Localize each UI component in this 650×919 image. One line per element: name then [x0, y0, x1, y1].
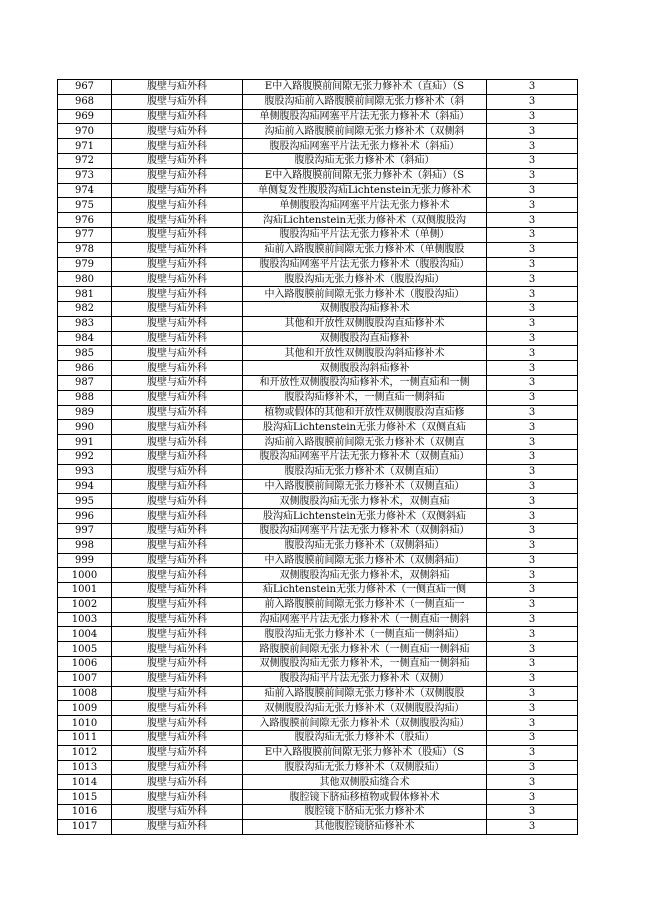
table-row	[58, 716, 578, 731]
procedure-name-cell[interactable]: 植物或假体的其他和开放性双侧腹股沟直疝修	[243, 405, 487, 420]
table-row	[58, 94, 578, 109]
department-cell[interactable]: 腹壁与疝外科	[112, 701, 243, 716]
department-cell[interactable]: 腹壁与疝外科	[112, 213, 243, 228]
department-cell[interactable]: 腹壁与疝外科	[112, 642, 243, 657]
score-cell[interactable]: 3	[487, 331, 578, 346]
department-cell[interactable]: 腹壁与疝外科	[112, 494, 243, 509]
procedure-name-cell[interactable]: 腹股沟疝平片法无张力修补术（双侧）	[243, 671, 487, 686]
procedure-name-cell[interactable]: 疝前入路腹膜前间隙无张力修补术（单侧腹股	[243, 242, 487, 257]
row-number-cell[interactable]: 1005	[58, 642, 112, 657]
procedure-name-cell[interactable]: 中入路腹膜前间隙无张力修补术（腹股沟疝）	[243, 287, 487, 302]
procedure-name-cell[interactable]: 双侧腹股沟疝无张力修补术，一侧直疝一侧斜疝	[243, 657, 487, 672]
score-cell[interactable]: 3	[487, 390, 578, 405]
table-row	[58, 183, 578, 198]
department-cell[interactable]: 腹壁与疝外科	[112, 568, 243, 583]
row-number-cell[interactable]: 981	[58, 287, 112, 302]
department-cell[interactable]: 腹壁与疝外科	[112, 94, 243, 109]
table-row	[58, 375, 578, 390]
procedure-name-cell[interactable]: 沟疝前入路腹膜前间隙无张力修补术（双侧斜	[243, 124, 487, 139]
row-number-cell[interactable]: 978	[58, 242, 112, 257]
procedure-name-cell[interactable]: 其他双侧股疝缝合术	[243, 775, 487, 790]
table-row	[58, 671, 578, 686]
department-cell[interactable]: 腹壁与疝外科	[112, 612, 243, 627]
score-cell[interactable]: 3	[487, 168, 578, 183]
table-row	[58, 227, 578, 242]
procedure-name-cell[interactable]: 腹腔镜下脐疝移植物或假体修补术	[243, 790, 487, 805]
row-number-cell[interactable]: 1012	[58, 745, 112, 760]
score-cell[interactable]: 3	[487, 272, 578, 287]
row-number-cell[interactable]: 994	[58, 479, 112, 494]
department-cell[interactable]: 腹壁与疝外科	[112, 257, 243, 272]
department-cell[interactable]: 腹壁与疝外科	[112, 346, 243, 361]
score-cell[interactable]: 3	[487, 375, 578, 390]
score-cell[interactable]: 3	[487, 183, 578, 198]
procedure-name-cell[interactable]: 腹股沟疝平片法无张力修补术（单侧）	[243, 227, 487, 242]
table-row	[58, 301, 578, 316]
procedure-name-cell[interactable]: 腹股沟疝无张力修补术（双侧斜疝）	[243, 538, 487, 553]
table-row	[58, 198, 578, 213]
row-number-cell[interactable]: 1001	[58, 583, 112, 598]
department-cell[interactable]: 腹壁与疝外科	[112, 153, 243, 168]
procedure-name-cell[interactable]: E中入路腹膜前间隙无张力修补术（直疝）（S	[243, 80, 487, 95]
department-cell[interactable]: 腹壁与疝外科	[112, 523, 243, 538]
procedure-name-cell[interactable]: 沟疝网塞平片法无张力修补术（一侧直疝一侧斜	[243, 612, 487, 627]
score-cell[interactable]: 3	[487, 538, 578, 553]
department-cell[interactable]: 腹壁与疝外科	[112, 790, 243, 805]
department-cell[interactable]: 腹壁与疝外科	[112, 805, 243, 820]
row-number-cell[interactable]: 976	[58, 213, 112, 228]
table-row	[58, 213, 578, 228]
row-number-cell[interactable]: 982	[58, 301, 112, 316]
row-number-cell[interactable]: 970	[58, 124, 112, 139]
procedure-name-cell[interactable]: 中入路腹膜前间隙无张力修补术（双侧直疝）	[243, 479, 487, 494]
procedure-name-cell[interactable]: 腹股沟疝无张力修补术（股疝）	[243, 731, 487, 746]
table-row	[58, 538, 578, 553]
procedure-name-cell[interactable]: 腹股沟疝网塞平片法无张力修补术（斜疝）	[243, 139, 487, 154]
table-row	[58, 331, 578, 346]
score-cell[interactable]: 3	[487, 657, 578, 672]
table-row	[58, 805, 578, 820]
department-cell[interactable]: 腹壁与疝外科	[112, 168, 243, 183]
row-number-cell[interactable]: 991	[58, 435, 112, 450]
department-cell[interactable]: 腹壁与疝外科	[112, 420, 243, 435]
score-cell[interactable]: 3	[487, 213, 578, 228]
procedure-name-cell[interactable]: 腹股沟疝网塞平片法无张力修补术（腹股沟疝）	[243, 257, 487, 272]
row-number-cell[interactable]: 1003	[58, 612, 112, 627]
department-cell[interactable]: 腹壁与疝外科	[112, 553, 243, 568]
row-number-cell[interactable]: 1007	[58, 671, 112, 686]
department-cell[interactable]: 腹壁与疝外科	[112, 479, 243, 494]
row-number-cell[interactable]: 1016	[58, 805, 112, 820]
procedure-name-cell[interactable]: 前入路腹膜前间隙无张力修补术（一侧直疝一	[243, 597, 487, 612]
department-cell[interactable]: 腹壁与疝外科	[112, 597, 243, 612]
department-cell[interactable]: 腹壁与疝外科	[112, 716, 243, 731]
row-number-cell[interactable]: 1006	[58, 657, 112, 672]
score-cell[interactable]: 3	[487, 553, 578, 568]
score-cell[interactable]: 3	[487, 346, 578, 361]
table-row	[58, 242, 578, 257]
row-number-cell[interactable]: 969	[58, 109, 112, 124]
table-row	[58, 405, 578, 420]
row-number-cell[interactable]: 1008	[58, 686, 112, 701]
table-row	[58, 686, 578, 701]
procedure-name-cell[interactable]: 路腹膜前间隙无张力修补术（一侧直疝一侧斜疝	[243, 642, 487, 657]
department-cell[interactable]: 腹壁与疝外科	[112, 272, 243, 287]
department-cell[interactable]: 腹壁与疝外科	[112, 80, 243, 95]
department-cell[interactable]: 腹壁与疝外科	[112, 819, 243, 834]
table-row	[58, 775, 578, 790]
procedure-name-cell[interactable]: 双侧腹股沟直疝修补	[243, 331, 487, 346]
row-number-cell[interactable]: 979	[58, 257, 112, 272]
table-row	[58, 745, 578, 760]
row-number-cell[interactable]: 998	[58, 538, 112, 553]
score-cell[interactable]: 3	[487, 583, 578, 598]
score-cell[interactable]: 3	[487, 420, 578, 435]
table-row	[58, 731, 578, 746]
row-number-cell[interactable]: 1014	[58, 775, 112, 790]
department-cell[interactable]: 腹壁与疝外科	[112, 509, 243, 524]
score-cell[interactable]: 3	[487, 124, 578, 139]
score-cell[interactable]: 3	[487, 109, 578, 124]
table-row	[58, 568, 578, 583]
row-number-cell[interactable]: 975	[58, 198, 112, 213]
score-cell[interactable]: 3	[487, 139, 578, 154]
table-row	[58, 272, 578, 287]
score-cell[interactable]: 3	[487, 745, 578, 760]
procedure-name-cell[interactable]: 腹股沟疝无张力修补术（一侧直疝一侧斜疝）	[243, 627, 487, 642]
row-number-cell[interactable]: 987	[58, 375, 112, 390]
table-row	[58, 80, 578, 95]
row-number-cell[interactable]: 992	[58, 449, 112, 464]
department-cell[interactable]: 腹壁与疝外科	[112, 361, 243, 376]
procedure-name-cell[interactable]: 单侧腹股沟疝网塞平片法无张力修补术	[243, 198, 487, 213]
row-number-cell[interactable]: 988	[58, 390, 112, 405]
table-row	[58, 361, 578, 376]
table-row	[58, 509, 578, 524]
row-number-cell[interactable]: 1004	[58, 627, 112, 642]
row-number-cell[interactable]: 1002	[58, 597, 112, 612]
table-row	[58, 583, 578, 598]
table-row	[58, 760, 578, 775]
score-cell[interactable]: 3	[487, 94, 578, 109]
row-number-cell[interactable]: 1013	[58, 760, 112, 775]
department-cell[interactable]: 腹壁与疝外科	[112, 109, 243, 124]
procedure-name-cell[interactable]: 腹股沟疝无张力修补术（腹股沟疝）	[243, 272, 487, 287]
department-cell[interactable]: 腹壁与疝外科	[112, 775, 243, 790]
department-cell[interactable]: 腹壁与疝外科	[112, 686, 243, 701]
score-cell[interactable]: 3	[487, 287, 578, 302]
department-cell[interactable]: 腹壁与疝外科	[112, 301, 243, 316]
row-number-cell[interactable]: 983	[58, 316, 112, 331]
score-cell[interactable]: 3	[487, 642, 578, 657]
department-cell[interactable]: 腹壁与疝外科	[112, 671, 243, 686]
score-cell[interactable]: 3	[487, 227, 578, 242]
row-number-cell[interactable]: 1017	[58, 819, 112, 834]
row-number-cell[interactable]: 977	[58, 227, 112, 242]
department-cell[interactable]: 腹壁与疝外科	[112, 745, 243, 760]
table-row	[58, 494, 578, 509]
procedure-name-cell[interactable]: 腹股沟疝无张力修补术（双侧直疝）	[243, 464, 487, 479]
score-cell[interactable]: 3	[487, 760, 578, 775]
procedure-table	[57, 79, 578, 835]
score-cell[interactable]: 3	[487, 464, 578, 479]
department-cell[interactable]: 腹壁与疝外科	[112, 731, 243, 746]
table-row	[58, 420, 578, 435]
score-cell[interactable]: 3	[487, 494, 578, 509]
score-cell[interactable]: 3	[487, 627, 578, 642]
row-number-cell[interactable]: 1000	[58, 568, 112, 583]
procedure-name-cell[interactable]: 腹股沟疝网塞平片法无张力修补术（双侧直疝）	[243, 449, 487, 464]
row-number-cell[interactable]: 997	[58, 523, 112, 538]
procedure-name-cell[interactable]: 中入路腹膜前间隙无张力修补术（双侧斜疝）	[243, 553, 487, 568]
department-cell[interactable]: 腹壁与疝外科	[112, 449, 243, 464]
score-cell[interactable]: 3	[487, 80, 578, 95]
row-number-cell[interactable]: 990	[58, 420, 112, 435]
score-cell[interactable]: 3	[487, 686, 578, 701]
table-row	[58, 464, 578, 479]
procedure-name-cell[interactable]: 其他和开放性双侧腹股沟斜疝修补术	[243, 346, 487, 361]
department-cell[interactable]: 腹壁与疝外科	[112, 435, 243, 450]
procedure-name-cell[interactable]: 腹腔镜下脐疝无张力修补术	[243, 805, 487, 820]
procedure-name-cell[interactable]: E中入路腹膜前间隙无张力修补术（股疝）（S	[243, 745, 487, 760]
procedure-name-cell[interactable]: 双侧腹股沟疝修补术	[243, 301, 487, 316]
procedure-name-cell[interactable]: 其他腹腔镜脐疝修补术	[243, 819, 487, 834]
department-cell[interactable]: 腹壁与疝外科	[112, 124, 243, 139]
row-number-cell[interactable]: 999	[58, 553, 112, 568]
procedure-name-cell[interactable]: 腹股沟疝修补术，一侧直疝一侧斜疝	[243, 390, 487, 405]
table-row	[58, 597, 578, 612]
score-cell[interactable]: 3	[487, 671, 578, 686]
row-number-cell[interactable]: 972	[58, 153, 112, 168]
procedure-name-cell[interactable]: 腹股沟疝前入路腹膜前间隙无张力修补术（斜	[243, 94, 487, 109]
row-number-cell[interactable]: 1010	[58, 716, 112, 731]
department-cell[interactable]: 腹壁与疝外科	[112, 760, 243, 775]
table-row	[58, 390, 578, 405]
row-number-cell[interactable]: 986	[58, 361, 112, 376]
department-cell[interactable]: 腹壁与疝外科	[112, 538, 243, 553]
table-row	[58, 449, 578, 464]
score-cell[interactable]: 3	[487, 805, 578, 820]
score-cell[interactable]: 3	[487, 361, 578, 376]
score-cell[interactable]: 3	[487, 612, 578, 627]
score-cell[interactable]: 3	[487, 153, 578, 168]
row-number-cell[interactable]: 996	[58, 509, 112, 524]
procedure-name-cell[interactable]: 双侧腹股沟疝无张力修补术，双侧直疝	[243, 494, 487, 509]
row-number-cell[interactable]: 995	[58, 494, 112, 509]
row-number-cell[interactable]: 985	[58, 346, 112, 361]
table-row	[58, 168, 578, 183]
row-number-cell[interactable]: 1011	[58, 731, 112, 746]
table-row	[58, 287, 578, 302]
department-cell[interactable]: 腹壁与疝外科	[112, 583, 243, 598]
department-cell[interactable]: 腹壁与疝外科	[112, 183, 243, 198]
table-row	[58, 346, 578, 361]
score-cell[interactable]: 3	[487, 509, 578, 524]
score-cell[interactable]: 3	[487, 701, 578, 716]
department-cell[interactable]: 腹壁与疝外科	[112, 657, 243, 672]
procedure-name-cell[interactable]: 沟疝前入路腹膜前间隙无张力修补术（双侧直	[243, 435, 487, 450]
row-number-cell[interactable]: 974	[58, 183, 112, 198]
score-cell[interactable]: 3	[487, 316, 578, 331]
row-number-cell[interactable]: 989	[58, 405, 112, 420]
row-number-cell[interactable]: 1015	[58, 790, 112, 805]
table-row	[58, 316, 578, 331]
table-row	[58, 819, 578, 834]
department-cell[interactable]: 腹壁与疝外科	[112, 242, 243, 257]
score-cell[interactable]: 3	[487, 301, 578, 316]
row-number-cell[interactable]: 980	[58, 272, 112, 287]
row-number-cell[interactable]: 993	[58, 464, 112, 479]
row-number-cell[interactable]: 1009	[58, 701, 112, 716]
table-row	[58, 257, 578, 272]
department-cell[interactable]: 腹壁与疝外科	[112, 464, 243, 479]
department-cell[interactable]: 腹壁与疝外科	[112, 331, 243, 346]
score-cell[interactable]: 3	[487, 775, 578, 790]
procedure-name-cell[interactable]: 双侧腹股沟斜疝修补	[243, 361, 487, 376]
score-cell[interactable]: 3	[487, 479, 578, 494]
procedure-name-cell[interactable]: 疝前入路腹膜前间隙无张力修补术（双侧腹股	[243, 686, 487, 701]
department-cell[interactable]: 腹壁与疝外科	[112, 287, 243, 302]
procedure-name-cell[interactable]: 疝Lichtenstein无张力修补术（一侧直疝一侧	[243, 583, 487, 598]
score-cell[interactable]: 3	[487, 568, 578, 583]
department-cell[interactable]: 腹壁与疝外科	[112, 198, 243, 213]
department-cell[interactable]: 腹壁与疝外科	[112, 390, 243, 405]
score-cell[interactable]: 3	[487, 597, 578, 612]
procedure-name-cell[interactable]: 腹股沟疝网塞平片法无张力修补术（双侧斜疝）	[243, 523, 487, 538]
table-row	[58, 627, 578, 642]
procedure-name-cell[interactable]: 腹股沟疝无张力修补术（斜疝）	[243, 153, 487, 168]
procedure-name-cell[interactable]: 股沟疝Lichtenstein无张力修补术（双侧斜疝	[243, 509, 487, 524]
table-row	[58, 701, 578, 716]
score-cell[interactable]: 3	[487, 716, 578, 731]
score-cell[interactable]: 3	[487, 198, 578, 213]
row-number-cell[interactable]: 984	[58, 331, 112, 346]
procedure-name-cell[interactable]: 其他和开放性双侧腹股沟直疝修补术	[243, 316, 487, 331]
table-row	[58, 523, 578, 538]
table-body	[58, 80, 578, 835]
procedure-name-cell[interactable]: 双侧腹股沟疝无张力修补术，双侧斜疝	[243, 568, 487, 583]
score-cell[interactable]: 3	[487, 819, 578, 834]
procedure-name-cell[interactable]: E中入路腹膜前间隙无张力修补术（斜疝）（S	[243, 168, 487, 183]
row-number-cell[interactable]: 973	[58, 168, 112, 183]
department-cell[interactable]: 腹壁与疝外科	[112, 405, 243, 420]
department-cell[interactable]: 腹壁与疝外科	[112, 316, 243, 331]
score-cell[interactable]: 3	[487, 790, 578, 805]
procedure-name-cell[interactable]: 沟疝Lichtenstein无张力修补术（双侧腹股沟	[243, 213, 487, 228]
procedure-name-cell[interactable]: 腹股沟疝无张力修补术（双侧股疝）	[243, 760, 487, 775]
procedure-name-cell[interactable]: 单侧复发性腹股沟疝Lichtenstein无张力修补术	[243, 183, 487, 198]
table-row	[58, 124, 578, 139]
row-number-cell[interactable]: 971	[58, 139, 112, 154]
row-number-cell[interactable]: 967	[58, 80, 112, 95]
table-row	[58, 612, 578, 627]
department-cell[interactable]: 腹壁与疝外科	[112, 227, 243, 242]
department-cell[interactable]: 腹壁与疝外科	[112, 139, 243, 154]
table-row	[58, 790, 578, 805]
table-row	[58, 657, 578, 672]
table-row	[58, 479, 578, 494]
table-row	[58, 109, 578, 124]
table-row	[58, 139, 578, 154]
table-row	[58, 553, 578, 568]
table-row	[58, 642, 578, 657]
table-row	[58, 153, 578, 168]
procedure-name-cell[interactable]: 双侧腹股沟疝无张力修补术（双侧腹股沟疝）	[243, 701, 487, 716]
department-cell[interactable]: 腹壁与疝外科	[112, 375, 243, 390]
score-cell[interactable]: 3	[487, 405, 578, 420]
score-cell[interactable]: 3	[487, 449, 578, 464]
score-cell[interactable]: 3	[487, 257, 578, 272]
department-cell[interactable]: 腹壁与疝外科	[112, 627, 243, 642]
score-cell[interactable]: 3	[487, 731, 578, 746]
score-cell[interactable]: 3	[487, 435, 578, 450]
row-number-cell[interactable]: 968	[58, 94, 112, 109]
procedure-name-cell[interactable]: 入路腹膜前间隙无张力修补术（双侧腹股沟疝）	[243, 716, 487, 731]
table-row	[58, 435, 578, 450]
procedure-name-cell[interactable]: 单侧腹股沟疝网塞平片法无张力修补术（斜疝）	[243, 109, 487, 124]
procedure-name-cell[interactable]: 和开放性双侧腹股沟疝修补术，一侧直疝和一侧	[243, 375, 487, 390]
score-cell[interactable]: 3	[487, 242, 578, 257]
score-cell[interactable]: 3	[487, 523, 578, 538]
procedure-name-cell[interactable]: 股沟疝Lichtenstein无张力修补术（双侧直疝	[243, 420, 487, 435]
